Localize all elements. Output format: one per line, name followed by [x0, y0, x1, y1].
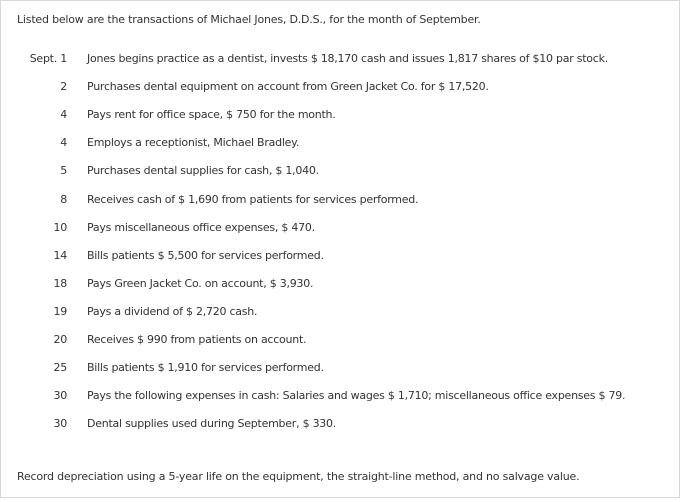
transaction-description: Receives $ 990 from patients on account. — [87, 333, 307, 346]
transaction-description: Employs a receptionist, Michael Bradley. — [87, 136, 300, 150]
transaction-date: 14 — [53, 248, 67, 262]
transaction-description: Pays miscellaneous office expenses, $ 470. — [87, 220, 315, 234]
transaction-date: 8 — [60, 192, 67, 206]
transaction-date: 10 — [53, 220, 67, 234]
transaction-row — [1, 305, 679, 321]
transaction-description: Jones begins practice as a dentist, invests $ 18,170 cash and issues 1,817 shares of $10 par stock. — [87, 52, 608, 65]
transaction-row — [1, 333, 679, 349]
transaction-description: Purchases dental equipment on account from Green Jacket Co. for $ 17,520. — [87, 80, 489, 94]
transaction-row — [1, 277, 679, 293]
transaction-date: 4 — [60, 136, 67, 150]
transaction-description: Pays rent for office space, $ 750 for the month. — [87, 108, 336, 122]
transaction-description: Purchases dental supplies for cash, $ 1,040. — [87, 164, 319, 178]
intro-text: Listed below are the transactions of Michael Jones, D.D.S., for the month of September. — [17, 13, 481, 26]
footer-instruction: Record depreciation using a 5-year life on the equipment, the straight-line method, and no salvage value. — [17, 470, 580, 483]
transaction-row — [1, 389, 679, 405]
transaction-row — [1, 361, 679, 377]
transaction-date: 2 — [60, 80, 67, 94]
transaction-row — [1, 249, 679, 265]
transaction-date: 25 — [53, 361, 67, 375]
transaction-date: 5 — [60, 164, 67, 178]
transaction-description: Dental supplies used during September, $ 330. — [87, 417, 337, 431]
transaction-row — [1, 136, 679, 152]
transaction-date: 20 — [53, 333, 67, 346]
transaction-description: Bills patients $ 1,910 for services performed. — [87, 361, 324, 375]
transaction-row — [1, 193, 679, 209]
transaction-date: 18 — [53, 276, 67, 290]
transaction-row — [1, 221, 679, 237]
transaction-description: Receives cash of $ 1,690 from patients for services performed. — [87, 192, 419, 206]
transaction-date: 30 — [53, 389, 67, 403]
transaction-row — [1, 52, 679, 68]
transaction-row — [1, 417, 679, 433]
transaction-date: 19 — [53, 304, 67, 318]
transaction-row — [1, 80, 679, 96]
transaction-date: 4 — [60, 108, 67, 122]
transaction-date: 30 — [53, 417, 67, 431]
transaction-description: Pays Green Jacket Co. on account, $ 3,930. — [87, 276, 314, 290]
transaction-description: Pays the following expenses in cash: Salaries and wages $ 1,710; miscellaneous office expenses $ 79. — [87, 389, 626, 403]
transaction-description: Pays a dividend of $ 2,720 cash. — [87, 304, 258, 318]
transaction-row — [1, 108, 679, 124]
transaction-row — [1, 164, 679, 180]
transaction-description: Bills patients $ 5,500 for services performed. — [87, 248, 324, 262]
transaction-date: Sept. 1 — [29, 52, 67, 65]
